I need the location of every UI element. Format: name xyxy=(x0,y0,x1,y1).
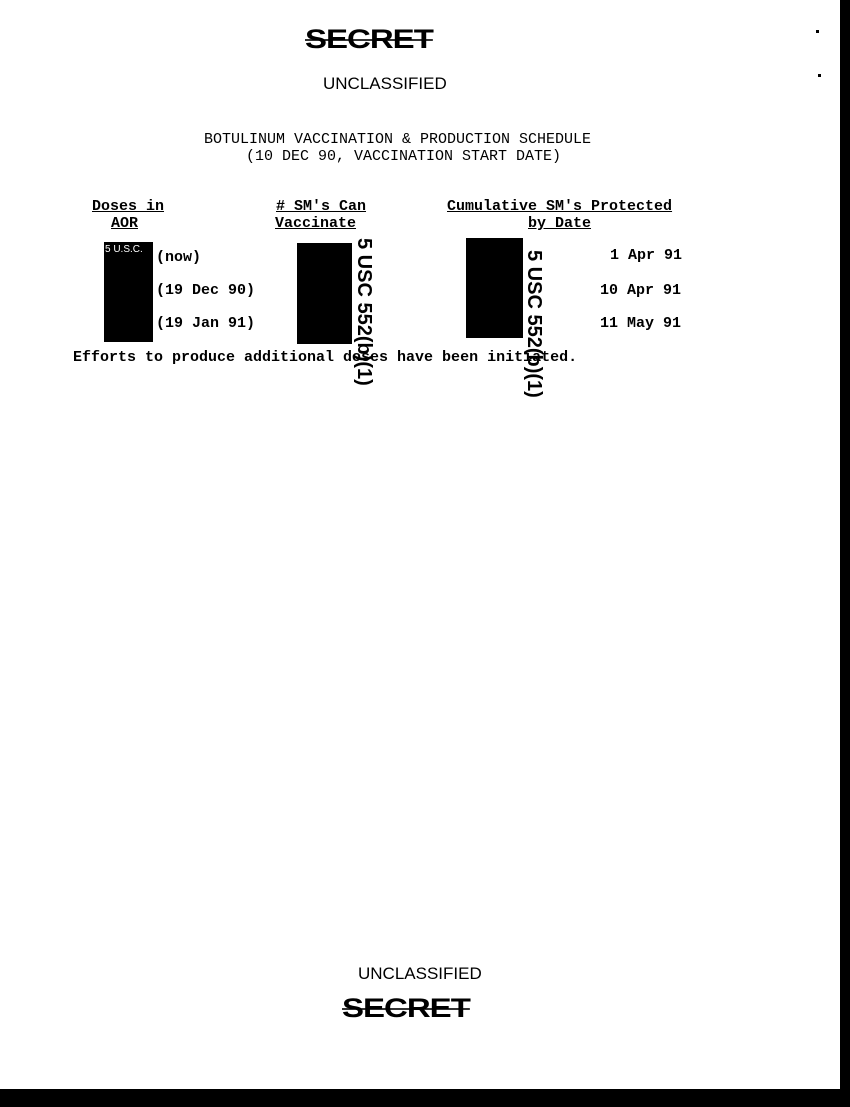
col-header-doses-sub: AOR xyxy=(111,215,139,232)
redaction-exemption-vaccinate: 5 USC 552(b)(1) xyxy=(353,238,375,386)
col-header-doses: Doses in xyxy=(92,198,165,215)
redaction-box-vaccinate xyxy=(297,243,352,344)
row-protected-date: 11 May 91 xyxy=(600,315,682,332)
redaction-tag-doses: 5 U.S.C. xyxy=(105,244,143,255)
row-dose-date: (19 Dec 90) xyxy=(156,282,256,299)
col-header-cumulative-sub: by Date xyxy=(528,215,592,232)
statement-text: Efforts to produce additional doses have been initiated. xyxy=(73,349,578,366)
header-secret-stamp: SECRET xyxy=(305,24,433,54)
redaction-box-doses xyxy=(104,242,153,342)
document-title: BOTULINUM VACCINATION & PRODUCTION SCHEDULE xyxy=(204,131,592,148)
footer-unclassified-mark: UNCLASSIFIED xyxy=(358,964,482,983)
scan-border-right xyxy=(840,0,850,1107)
row-protected-date: 10 Apr 91 xyxy=(600,282,682,299)
row-dose-date: (19 Jan 91) xyxy=(156,315,256,332)
header-unclassified-mark: UNCLASSIFIED xyxy=(323,74,447,93)
row-dose-date: (now) xyxy=(156,249,202,266)
document-subtitle: (10 DEC 90, VACCINATION START DATE) xyxy=(246,148,562,165)
col-header-vaccinate: # SM's Can xyxy=(276,198,367,215)
redaction-box-cumulative xyxy=(466,238,523,338)
footer-secret-stamp: SECRET xyxy=(342,993,470,1023)
redaction-exemption-cumulative: 5 USC 552(b)(1) xyxy=(523,250,545,398)
row-protected-date: 1 Apr 91 xyxy=(610,247,683,264)
scan-border-bottom xyxy=(0,1089,850,1107)
scan-speck xyxy=(818,74,821,77)
scan-speck xyxy=(816,30,819,33)
col-header-vaccinate-sub: Vaccinate xyxy=(275,215,357,232)
col-header-cumulative: Cumulative SM's Protected xyxy=(447,198,673,215)
